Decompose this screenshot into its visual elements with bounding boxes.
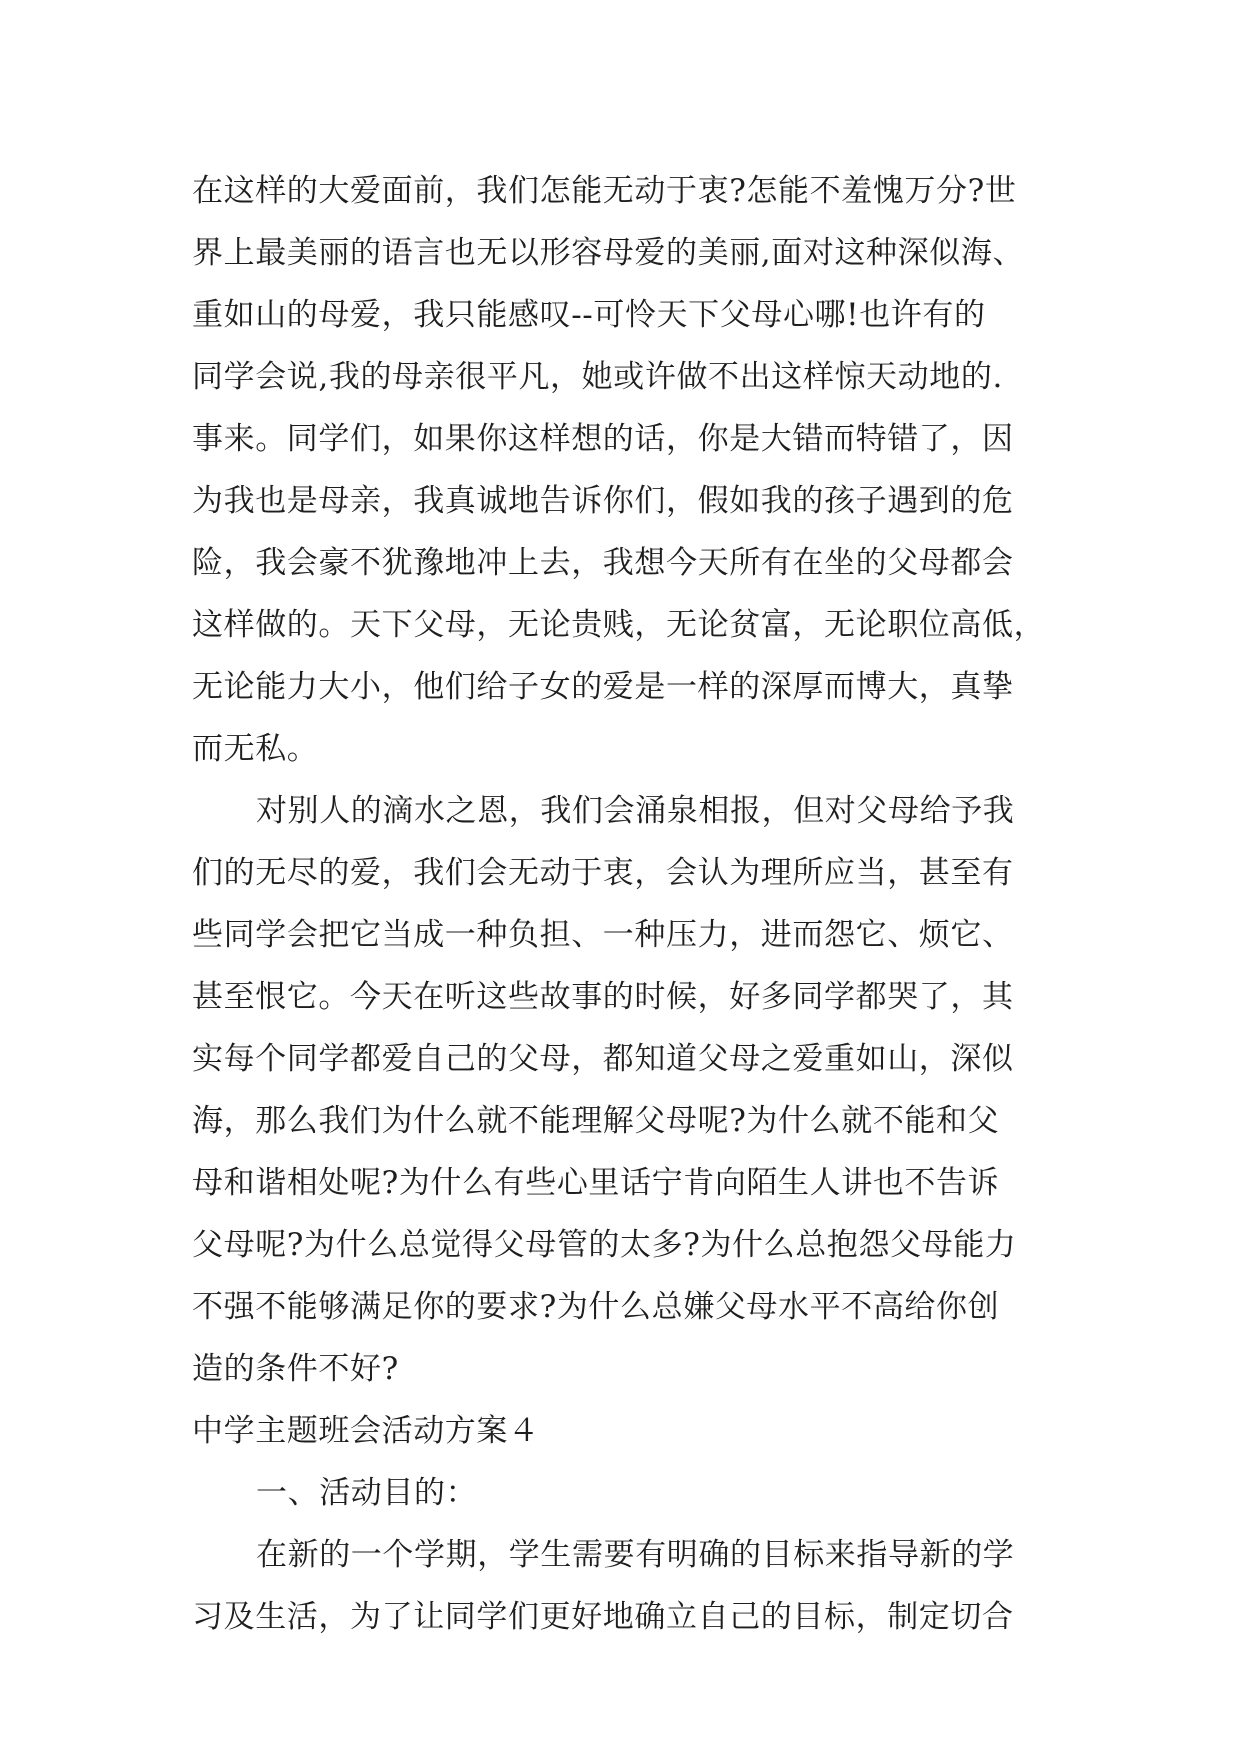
paragraph [192,780,1052,1400]
text-line: 在这样的大爱面前，我们怎能无动于衷?怎能不羞愧万分?世 [192,173,1017,209]
text-line: 事来。同学们，如果你这样想的话，你是大错而特错了，因 [192,421,1014,457]
text-line: 甚至恨它。今天在听这些故事的时候，好多同学都哭了，其 [192,979,1014,1015]
text-line: 实每个同学都爱自己的父母，都知道父母之爱重如山，深似 [192,1041,1014,1077]
text-line: 不强不能够满足你的要求?为什么总嫌父母水平不高给你创 [192,1289,1000,1325]
text-line: 在新的一个学期，学生需要有明确的目标来指导新的学 [256,1537,1015,1573]
text-line: 界上最美丽的语言也无以形容母爱的美丽,面对这种深似海、 [192,235,1025,271]
paragraph [192,1524,1052,1586]
text-line: 造的条件不好? [192,1351,399,1387]
text-line: 习及生活，为了让同学们更好地确立自己的目标，制定切合 [192,1599,1014,1635]
text-line: 母和谐相处呢?为什么有些心里话宁肯向陌生人讲也不告诉 [192,1165,1000,1201]
text-line: 一、活动目的： [256,1475,478,1511]
text-line: 为我也是母亲，我真诚地告诉你们，假如我的孩子遇到的危 [192,483,1014,519]
document-body [192,160,1052,1648]
paragraph [192,160,1052,780]
text-line: 中学主题班会活动方案４ [192,1413,540,1449]
text-line: 险，我会豪不犹豫地冲上去，我想今天所有在坐的父母都会 [192,545,1014,581]
text-line: 们的无尽的爱，我们会无动于衷，会认为理所应当，甚至有 [192,855,1014,891]
text-line: 对别人的滴水之恩，我们会涌泉相报，但对父母给予我 [256,793,1015,829]
paragraph [192,1462,1052,1524]
text-line: 重如山的母爱，我只能感叹--可怜天下父母心哪!也许有的 [192,297,986,333]
text-line: 海，那么我们为什么就不能理解父母呢?为什么就不能和父 [192,1103,1000,1139]
paragraph [192,1586,1052,1648]
text-line: 无论能力大小，他们给子女的爱是一样的深厚而博大，真挚 [192,669,1014,705]
text-line: 这样做的。天下父母，无论贵贱，无论贫富，无论职位高低， [192,607,1046,643]
text-line: 些同学会把它当成一种负担、一种压力，进而怨它、烦它、 [192,917,1014,953]
text-line: 而无私。 [192,731,319,767]
text-line: 父母呢?为什么总觉得父母管的太多?为什么总抱怨父母能力 [192,1227,1017,1263]
paragraph [192,1400,1052,1462]
text-line: 同学会说,我的母亲很平凡，她或许做不出这样惊天动地的. [192,359,1003,395]
